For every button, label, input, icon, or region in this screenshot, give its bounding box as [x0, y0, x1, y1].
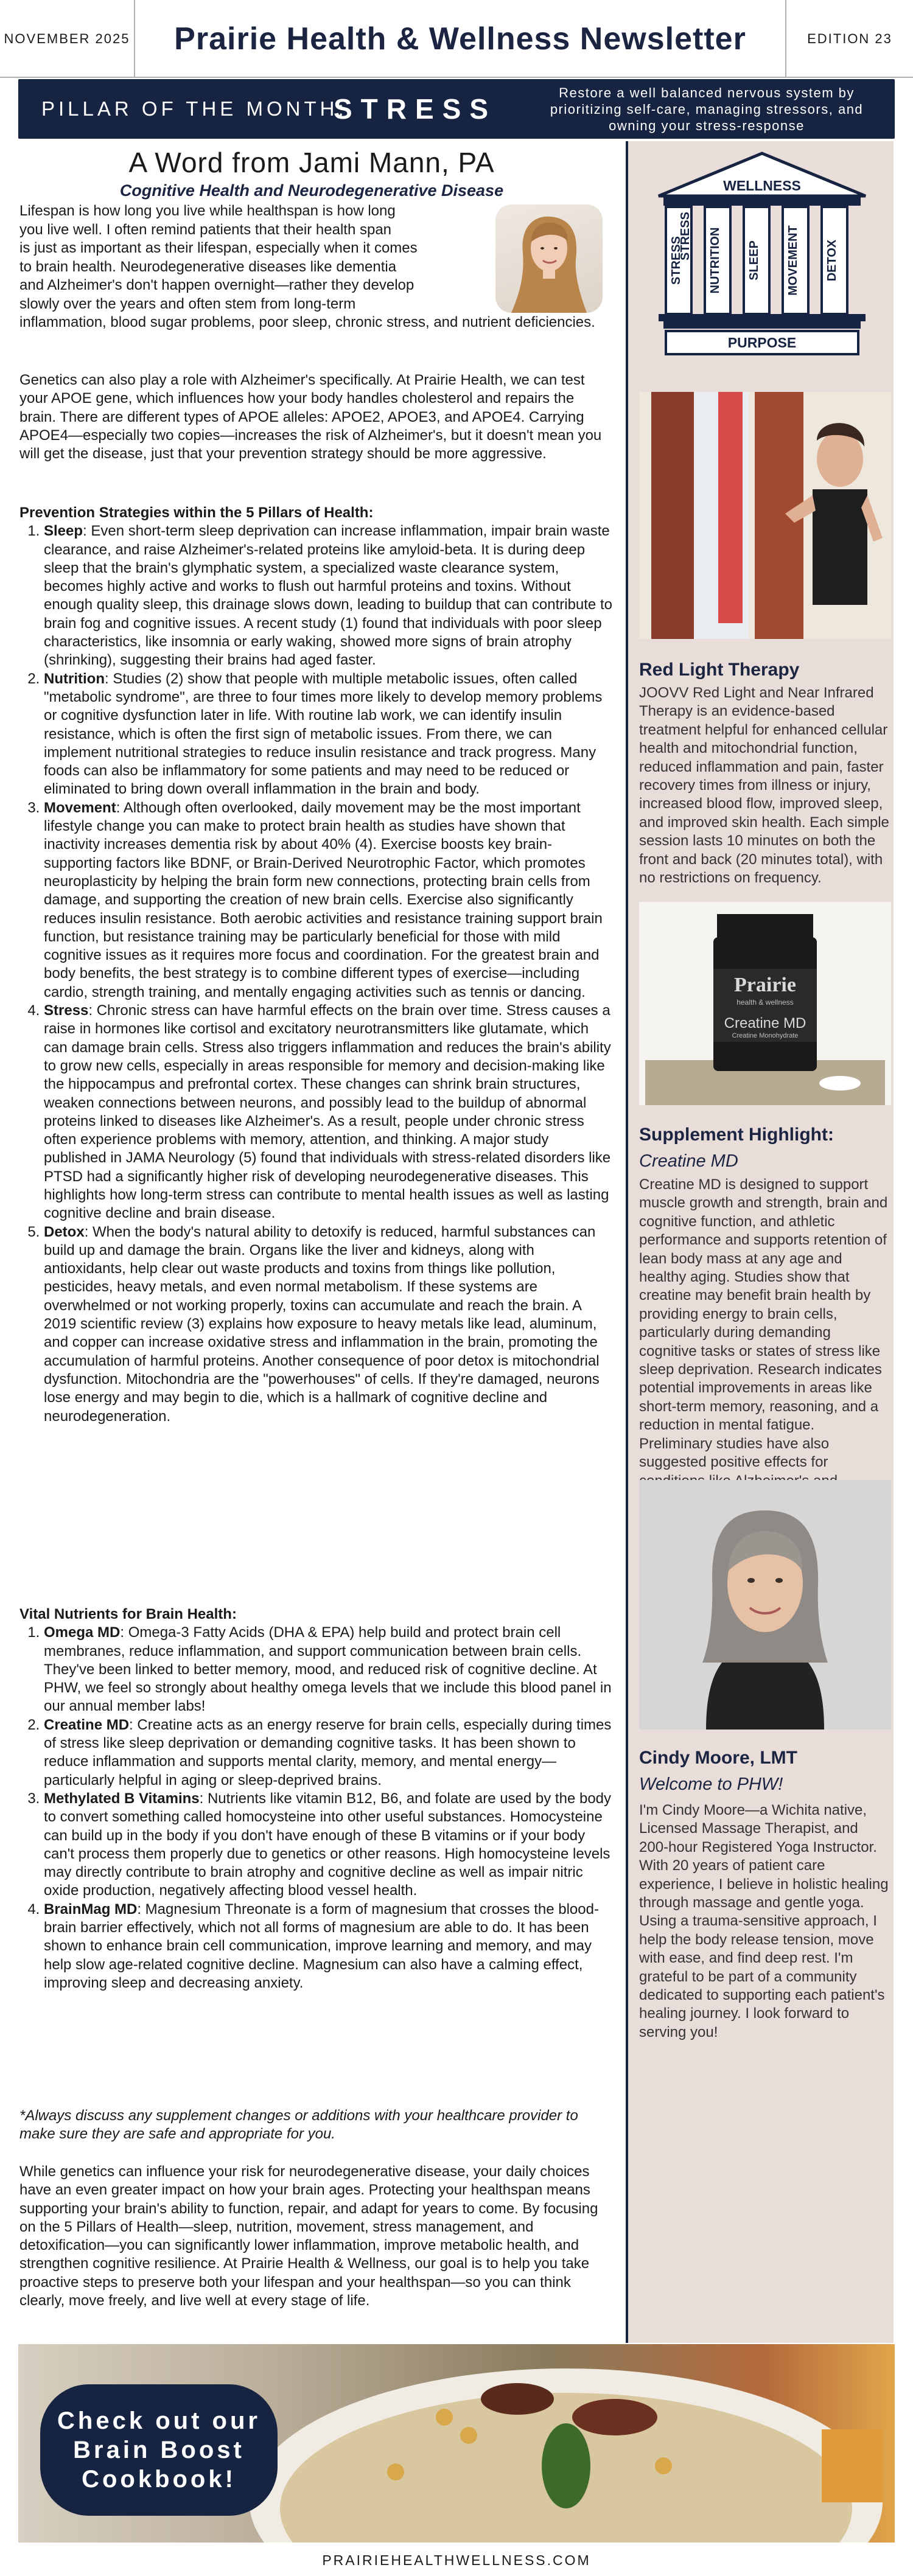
issue-date: NOVEMBER 2025	[0, 0, 135, 78]
nutrient-item-name: Creatine MD	[44, 1716, 130, 1733]
list-item	[44, 799, 613, 1002]
nutrients-list	[19, 1624, 613, 1992]
temple-column-label: MOVEMENT	[786, 225, 800, 296]
temple-column-label: NUTRITION	[708, 227, 722, 294]
article-subtitle: Cognitive Health and Neurodegenerative Disease	[119, 181, 504, 200]
cindy-portrait-illustration	[639, 1480, 891, 1730]
jar-product: Creatine MD	[724, 1015, 806, 1031]
prevention-heading: Prevention Strategies within the 5 Pillars of Health:	[19, 504, 374, 521]
red-light-illustration	[639, 392, 891, 639]
cindy-moore-photo	[639, 1480, 891, 1730]
list-item	[44, 522, 613, 669]
nutrient-item-name: BrainMag MD	[44, 1901, 138, 1918]
pillar-item-text: : Even short-term sleep deprivation can increase inflammation, impair brain waste clearance, and raise Alzheimer's-related proteins like amyloid-beta. It is during deep sleep that the brain's glymphatic system, a specialized waste clearance system, becomes highly active and works to flush out harmful proteins and toxins. Without enough quality sleep, this drainage slows down, leading to buildup that can contribute to brain fog and cognitive issues. A recent study (1) found that individuals with poor sleep characteristics, like insomnia or early waking, showed more signs of brain atrophy (shrinking), suggesting their brains had aged faster.	[44, 523, 612, 669]
intro-line: you live well. I often remind patients that their health span	[19, 221, 392, 238]
staff-subheading: Welcome to PHW!	[639, 1775, 783, 1794]
pillar-item-name: Detox	[44, 1223, 85, 1240]
article-title: A Word from Jami Mann, PA	[128, 147, 495, 178]
list-item	[44, 1223, 613, 1426]
nutrient-item-text: : Nutrients like vitamin B12, B6, and folate are used by the body to convert something called homocysteine into other useful substances. Homocysteine can build up in the body if you don't have enough of these B vitamins or if your body can't process them properly due to genetics or other reasons. High homocysteine levels may directly contribute to brain atrophy and cognitive decline as well as impair nitric oxide production, negatively affecting blood vessel health.	[44, 1790, 612, 1899]
red-light-heading: Red Light Therapy	[639, 660, 800, 680]
nutrient-item-text: : Omega-3 Fatty Acids (DHA & EPA) help build and protect brain cell membranes, reduce inflammation, and support communication between brain cells. They've been linked to better memory, mood, and reduced risk of cognitive decline. At PHW, we feel so strongly about healthy omega levels that we include this blood panel in our annual member labs!	[44, 1624, 612, 1715]
pillar-item-text: : Chronic stress can have harmful effects on the brain over time. Stress causes a raise in hormones like cortisol and excitatory neurotransmitters like glutamate, which can damage brain cells. Stress also triggers inflammation and reduces the brain's ability to grow new cells, especially in areas responsible for memory and decision-making like the hippocampus and prefrontal cortex. These changes can shrink brain structures, weaken connections between neurons, and possibly lead to the buildup of abnormal proteins linked to diseases like Alzheimer's. As a result, people under chronic stress often experience problems with memory, attention, and thinking. A major study published in JAMA Neurology (5) found that individuals with stress-related disorders like PTSD had a significantly higher risk of developing neurodegenerative diseases. This highlights how long-term stress can contribute to mental health issues as well as lasting cognitive decline and brain disease.	[44, 1002, 611, 1222]
intro-text	[19, 202, 494, 313]
list-item	[44, 1624, 613, 1716]
prevention-section	[19, 504, 613, 1426]
list-item	[44, 670, 613, 799]
pillar-item-name: Sleep	[44, 523, 83, 540]
pillar-item-text: : Studies (2) show that people with multiple metabolic issues, often called "metabolic syndrome", are three to four times more likely to develop memory problems or cognitive dysfunction later in life. With routine lab work, we can identify insulin resistance, which is often the first sign of metabolic issues. From there, we can implement nutritional strategies to reduce insulin resistance and track progress. Many foods can also be inflammatory for some patients and may need to be reduced or eliminated to bring down overall inflammation in the brain and body.	[44, 670, 603, 798]
temple-columns	[626, 141, 894, 372]
staff-heading: Cindy Moore, LMT	[639, 1748, 797, 1768]
nutrient-item-text: : Magnesium Threonate is a form of magnesium that crosses the blood-brain barrier effectively, which not all forms of magnesium are able to do. It has been shown to enhance brain cell communication, improve learning and memory, and may help slow age-related cognitive decline. Magnesium can also have a calming effect, improving sleep and decreasing anxiety.	[44, 1901, 599, 1991]
red-light-text: JOOVV Red Light and Near Infrared Therapy is an evidence-based treatment helpful for enhanced cellular health and mitochondrial function, reduced inflammation and pain, faster recovery times from illness or injury, increased blood flow, improved sleep, and improved skin health. Each simple session lasts 10 minutes on both the front and back (20 minutes total), with no restrictions on frequency.	[639, 685, 889, 887]
nutrients-section	[19, 1605, 613, 1992]
staff-bio: I'm Cindy Moore—a Wichita native, Licensed Massage Therapist, and 200-hour Registered Yoga Instructor. With 20 years of patient care experience, I believe in holistic healing through massage and gentle yoga. Using a trauma-sensitive approach, I help the body release tension, move with ease, and find deep rest. I'm grateful to be part of a community dedicated to supporting each patient's healing journey. I look forward to serving you!	[639, 1802, 889, 2040]
cookbook-banner	[18, 2344, 895, 2543]
genetics-paragraph: Genetics can also play a role with Alzheimer's specifically. At Prairie Health, we can test your APOE gene, which influences how your body handles cholesterol and repairs the brain. There are different types of APOE alleles: APOE2, APOE3, and APOE4. Carrying APOE4—especially two copies—increases the risk of Alzheimer's, but it doesn't mean you will get the disease, just that your prevention strategy should be more aggressive.	[19, 372, 602, 462]
list-item	[44, 1790, 613, 1901]
edition-number: EDITION 23	[785, 0, 913, 78]
supplement-disclaimer: *Always discuss any supplement changes or additions with your healthcare provider to make sure they are safe and appropriate for you.	[19, 2107, 578, 2143]
pillar-label: PILLAR OF THE MONTH:	[41, 97, 348, 120]
nutrients-heading: Vital Nutrients for Brain Health:	[19, 1606, 237, 1622]
pillar-item-name: Nutrition	[44, 670, 105, 687]
supplement-heading: Supplement Highlight:	[639, 1125, 834, 1145]
pillar-item-text: : Although often overlooked, daily movement may be the most important lifestyle change you can make to protect brain health as studies have shown that inactivity increases dementia risk by about 40% (4). Exercise boosts key brain-supporting factors like BDNF, or Brain-Derived Neurotrophic Factor, which promotes neuroplasticity by helping the brain form new connections, protecting brain cells from damage, and supporting the creation of new brain cells. Exercise also significantly reduces insulin resistance. Both aerobic activities and resistance training support brain function, but resistance training may be particularly beneficial for those with mild cognitive issues as it requires more focus and coordination. For the greatest brain and body benefits, the best strategy is to combine different types of exercise—including cardio, strength training, and mentally engaging activities such as tennis or dancing.	[44, 799, 603, 1000]
cookbook-button[interactable]: Check out our Brain Boost Cookbook!	[40, 2384, 278, 2516]
closing-paragraph: While genetics can influence your risk for neurodegenerative disease, your daily choices have an even greater impact on how your brain ages. Protecting your healthspan means supporting your brain's ability to function, repair, and adapt for years to come. By focusing on the 5 Pillars of Health—sleep, nutrition, movement, stress management, and detoxification—you can significantly lower inflammation, improve metabolic health, and strengthen cognitive resilience. At Prairie Health & Wellness, our goal is to help you take proactive steps to preserve both your lifespan and your healthspan—so you can think clearly, move freely, and live well at every stage of life.	[19, 2163, 598, 2309]
pillar-item-text: : When the body's natural ability to detoxify is reduced, harmful substances can build up and damage the brain. Organs like the liver and kidneys, along with antioxidants, help clear out waste products and toxins from things like pollution, pesticides, heavy metals, and even normal metabolism. If these systems are overwhelmed or not working properly, toxins can accumulate and reach the brain. A 2019 scientific review (3) explains how exposure to heavy metals like lead, aluminum, and copper can increase oxidative stress and inflammation in the brain, promoting the accumulation of harmful proteins. Another consequence of poor detox is mitochondrial dysfunction. Mitochondria are the "powerhouses" of cells. If they're damaged, neurons lose energy and may begin to die, which is a hallmark of cognitive decline and neurodegeneration.	[44, 1223, 600, 1425]
intro-line: to brain health. Neurodegenerative diseases like dementia	[19, 258, 397, 275]
jar-brand-sub: health & wellness	[736, 998, 794, 1007]
list-item	[44, 1901, 613, 1992]
red-light-photo	[639, 392, 891, 639]
temple-base-label: PURPOSE	[727, 335, 797, 351]
newsletter-header	[0, 0, 913, 78]
footer-website-link[interactable]: PRAIRIEHEALTHWELLNESS.COM	[322, 2552, 591, 2568]
main-article	[19, 146, 626, 2337]
pillar-item-name: Stress	[44, 1002, 89, 1019]
pillars-list	[19, 522, 613, 1426]
pillar-word: STRESS	[334, 93, 497, 125]
temple-column-label: SLEEP	[747, 240, 761, 281]
intro-line: slowly over the years and often stem from long-term	[19, 295, 356, 312]
temple-column-label: STRESS	[670, 236, 683, 285]
temple-top-label: WELLNESS	[723, 178, 801, 194]
creatine-jar-photo	[639, 902, 891, 1105]
nutrient-item-name: Methylated B Vitamins	[44, 1790, 200, 1807]
pillar-description: Restore a well balanced nervous system by prioritizing self-care, managing stressors, and owning your stress-response	[550, 85, 864, 133]
intro-line: Lifespan is how long you live while healthspan is how long	[19, 203, 396, 219]
intro-line: and Alzheimer's don't happen overnight—rather they develop	[19, 277, 415, 293]
nutrient-item-text: : Creatine acts as an energy reserve for brain cells, especially during times of stress like sleep deprivation or demanding cognitive tasks. It has been shown to reduce inflammation and supports mental clarity, memory, and mental energy—particularly helpful in aging or sleep-deprived brains.	[44, 1716, 612, 1789]
supplement-name: Creatine MD	[639, 1151, 738, 1171]
list-item	[44, 1002, 613, 1223]
intro-line: is just as important as their lifespan, especially when it comes	[19, 240, 418, 256]
newsletter-title: Prairie Health & Wellness Newsletter	[174, 21, 746, 57]
portrait-illustration	[495, 204, 603, 313]
jar-brand: Prairie	[734, 974, 796, 996]
nutrient-item-name: Omega MD	[44, 1624, 121, 1641]
list-item	[44, 1716, 613, 1790]
sidebar	[626, 141, 894, 2343]
supplement-text: Creatine MD is designed to support muscle growth and strength, brain and cognitive function, and athletic performance and supports retention of lean body mass at any age and healthy aging. Studies show that creatine may benefit brain health by providing energy to brain cells, particularly during demanding cognitive tasks or states of stress like sleep deprivation. Research indicates potential improvements in areas like short-term memory, reasoning, and a reduction in mental fatigue. Preliminary studies have also suggested positive effects for	[639, 1176, 888, 1471]
jami-mann-photo	[495, 204, 603, 313]
intro-tail: inflammation, blood sugar problems, poor sleep, chronic stress, and nutrient deficiencies.	[19, 314, 595, 330]
temple-column-label: DETOX	[825, 239, 839, 282]
pillar-item-name: Movement	[44, 799, 116, 816]
jar-product-sub: Creatine Monohydrate	[732, 1032, 799, 1039]
pillar-of-month-banner	[18, 79, 895, 139]
